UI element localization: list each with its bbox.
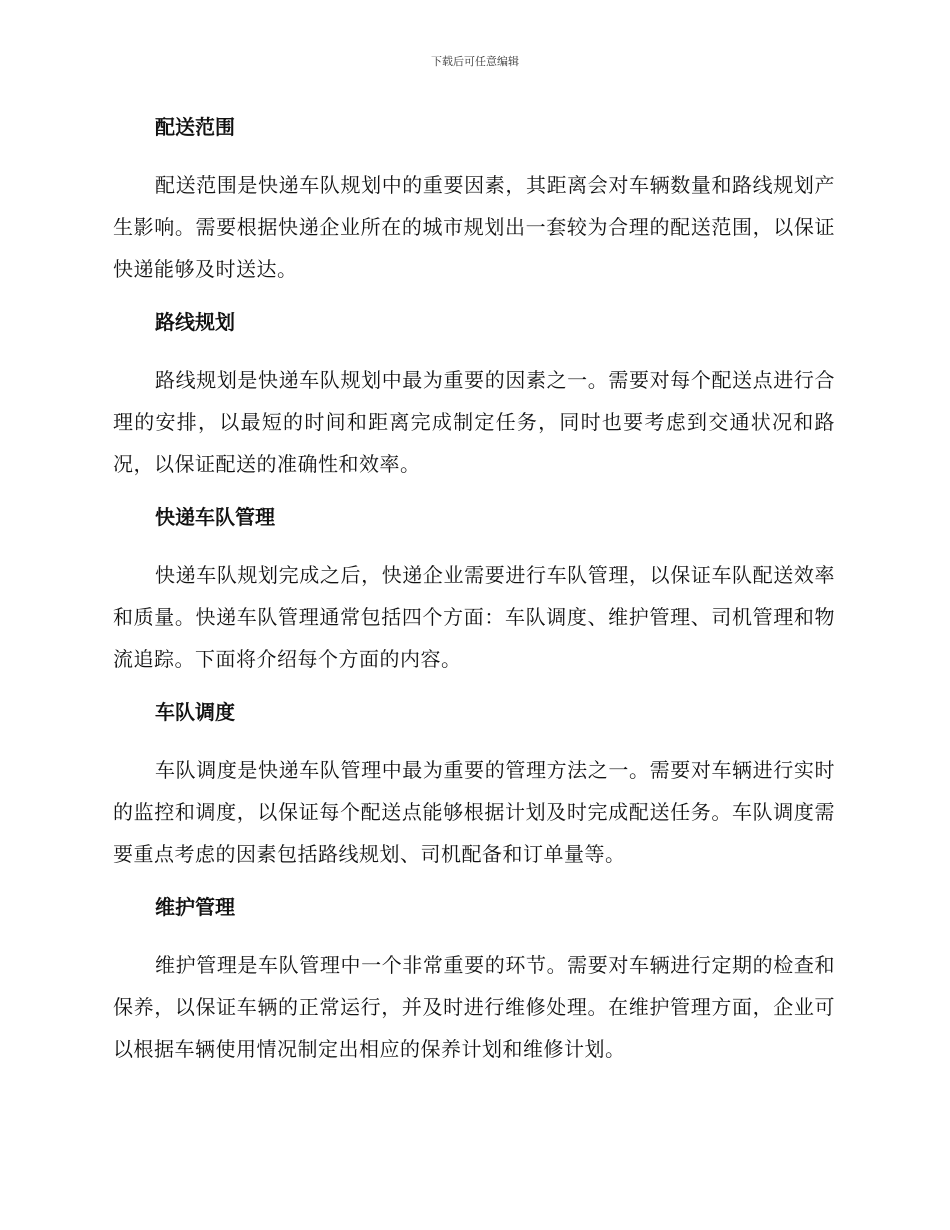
section-fleet-dispatch <box>113 693 835 875</box>
document-body <box>113 108 835 1070</box>
section-heading: 快递车队管理 <box>155 505 275 529</box>
section-heading: 路线规划 <box>155 310 235 334</box>
section-heading: 配送范围 <box>155 115 235 139</box>
section-maintenance-management <box>113 888 835 1070</box>
section-delivery-range <box>113 108 835 290</box>
section-paragraph: 快递车队规划完成之后，快递企业需要进行车队管理，以保证车队配送效率和质量。快递车队管理通常包括四个方面：车队调度、维护管理、司机管理和物流追踪。下面将介绍每个方面的内容。 <box>113 563 835 671</box>
page-header: 下载后可任意编辑 <box>431 55 519 68</box>
section-route-planning <box>113 303 835 485</box>
section-paragraph: 路线规划是快递车队规划中最为重要的因素之一。需要对每个配送点进行合理的安排，以最短的时间和距离完成制定任务，同时也要考虑到交通状况和路况，以保证配送的准确性和效率。 <box>113 368 835 476</box>
section-heading: 车队调度 <box>155 700 235 724</box>
section-paragraph: 维护管理是车队管理中一个非常重要的环节。需要对车辆进行定期的检查和保养，以保证车辆的正常运行，并及时进行维修处理。在维护管理方面，企业可以根据车辆使用情况制定出相应的保养计划和维修计划。 <box>113 953 835 1061</box>
section-paragraph: 车队调度是快递车队管理中最为重要的管理方法之一。需要对车辆进行实时的监控和调度，以保证每个配送点能够根据计划及时完成配送任务。车队调度需要重点考虑的因素包括路线规划、司机配备和订单量等。 <box>113 758 835 866</box>
section-paragraph: 配送范围是快递车队规划中的重要因素，其距离会对车辆数量和路线规划产生影响。需要根据快递企业所在的城市规划出一套较为合理的配送范围，以保证快递能够及时送达。 <box>113 173 835 281</box>
section-heading: 维护管理 <box>155 895 235 919</box>
section-fleet-management <box>113 498 835 680</box>
